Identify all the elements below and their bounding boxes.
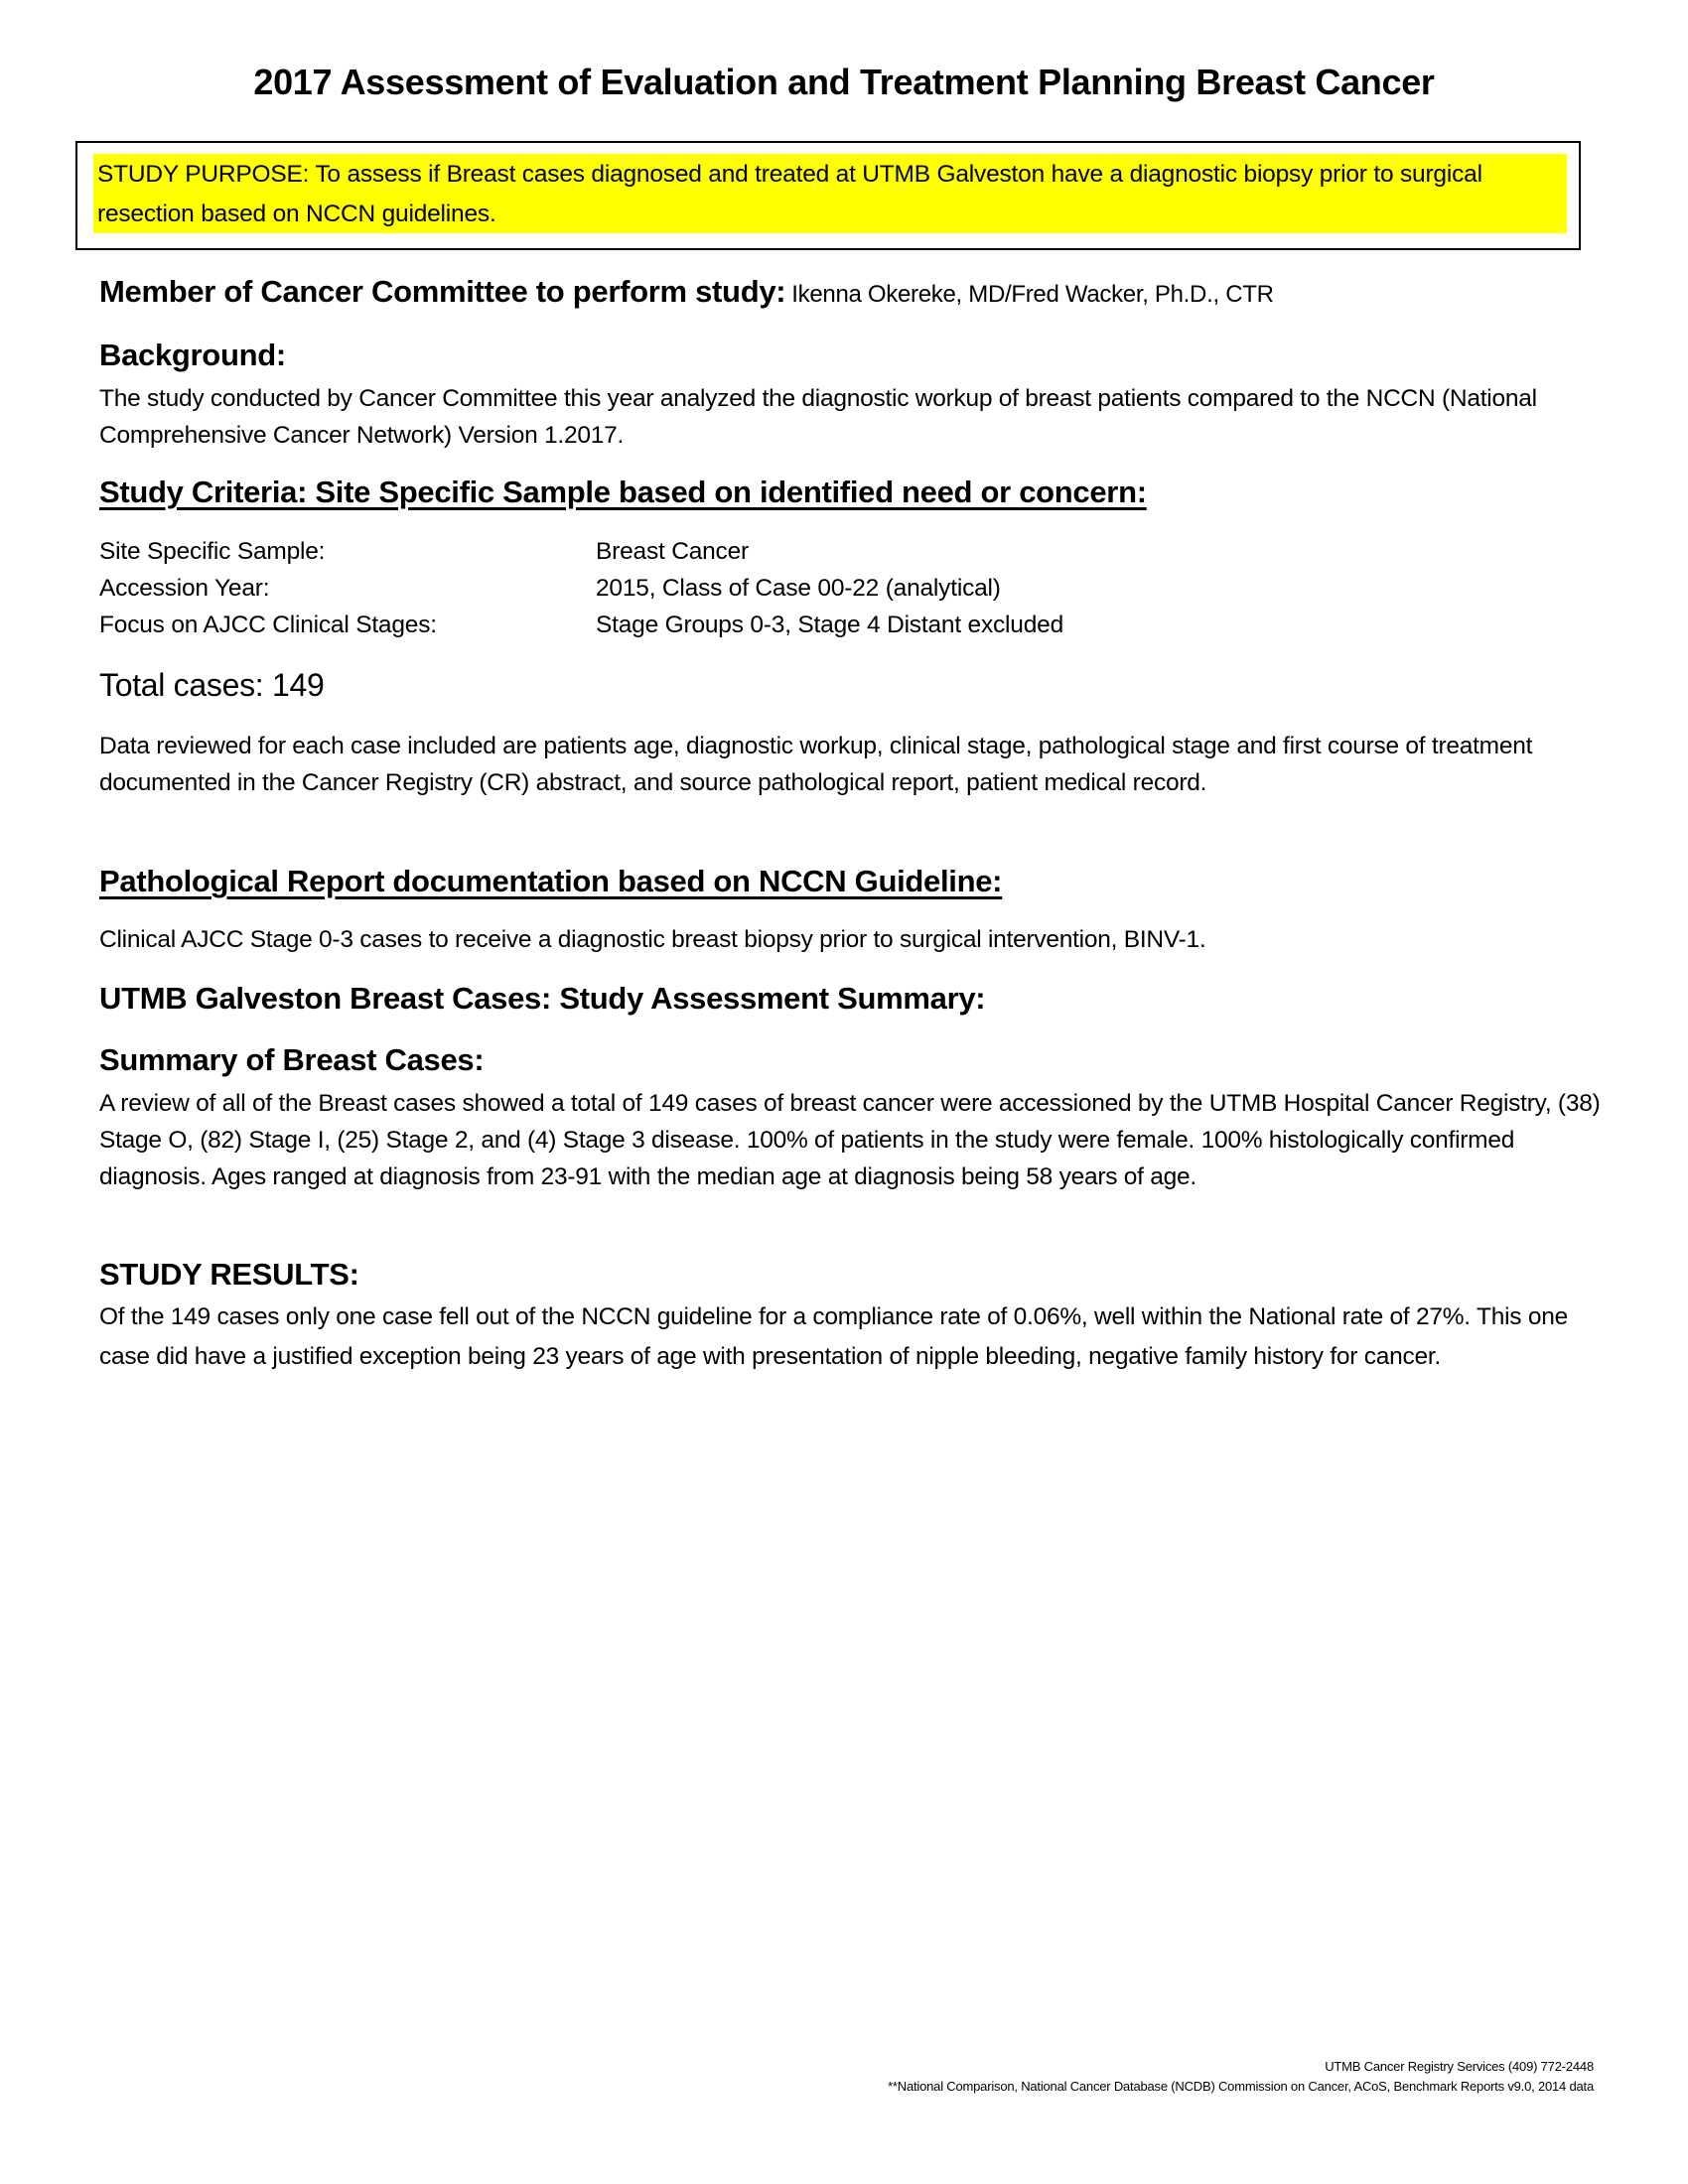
study-results-text: Of the 149 cases only one case fell out of the NCCN guideline for a compliance rate of 0.06%, well within the National rate of 27%. This one case did have a justified exception being 23 years of age with presentation of nipple bleeding, negative family history for cancer.: [99, 1303, 1568, 1370]
study-purpose-box: [75, 141, 1581, 250]
study-results-heading: STUDY RESULTS:: [99, 1257, 359, 1292]
total-cases: Total cases: 149: [99, 667, 325, 703]
footer-national-comparison: **National Comparison, National Cancer Database (NCDB) Commission on Cancer, ACoS, Benchmark Reports v9.0, 2014 data: [888, 2079, 1594, 2094]
criteria-row: [99, 538, 749, 566]
pathological-text: Clinical AJCC Stage 0-3 cases to receive a diagnostic breast biopsy prior to surgical intervention, BINV-1.: [99, 926, 1206, 953]
criteria-value: Stage Groups 0-3, Stage 4 Distant excluded: [596, 612, 1064, 638]
data-reviewed-text: Data reviewed for each case included are patients age, diagnostic workup, clinical stage, pathological stage and first course of treatment documented in the Cancer Registry (CR) abstract, and source pathological report, patient medical record.: [99, 733, 1533, 796]
background-text: The study conducted by Cancer Committee this year analyzed the diagnostic workup of breast patients compared to the NCCN (National Comprehensive Cancer Network) Version 1.2017.: [99, 385, 1537, 449]
pathological-heading: Pathological Report documentation based on NCCN Guideline:: [99, 864, 1003, 898]
criteria-label: Focus on AJCC Clinical Stages:: [99, 612, 437, 638]
summary-text: A review of all of the Breast cases showed a total of 149 cases of breast cancer were accessioned by the UTMB Hospital Cancer Registry, (38) Stage O, (82) Stage I, (25) Stage 2, and (4) Stage 3 disease. 100% of patients in the study were female. 100% histologically confirmed diagnosis. Ages ranged at diagnosis from 23-91 with the median age at diagnosis being 58 years of age.: [99, 1090, 1601, 1190]
study-purpose-text: STUDY PURPOSE: To assess if Breast cases diagnosed and treated at UTMB Galveston have a diagnostic biopsy prior to surgical resection based on NCCN guidelines.: [97, 161, 1482, 227]
committee-member-names: Ikenna Okereke, MD/Fred Wacker, Ph.D., CTR: [791, 281, 1274, 308]
criteria-label: Accession Year:: [99, 575, 270, 602]
footer-registry-contact: UTMB Cancer Registry Services (409) 772-2448: [1325, 2059, 1594, 2074]
study-criteria-heading: Study Criteria: Site Specific Sample based on identified need or concern:: [99, 475, 1147, 509]
background-heading: Background:: [99, 338, 286, 372]
criteria-row: [99, 575, 1001, 603]
criteria-row: [99, 612, 1063, 639]
committee-member-line: [99, 274, 1274, 310]
assessment-heading: UTMB Galveston Breast Cases: Study Assessment Summary:: [99, 981, 986, 1016]
criteria-value: 2015, Class of Case 00-22 (analytical): [596, 575, 1001, 602]
committee-member-label: Member of Cancer Committee to perform study:: [99, 274, 786, 309]
page-title: 2017 Assessment of Evaluation and Treatment Planning Breast Cancer: [253, 62, 1435, 102]
criteria-value: Breast Cancer: [596, 538, 749, 565]
summary-heading: Summary of Breast Cases:: [99, 1042, 485, 1077]
criteria-label: Site Specific Sample:: [99, 538, 326, 565]
